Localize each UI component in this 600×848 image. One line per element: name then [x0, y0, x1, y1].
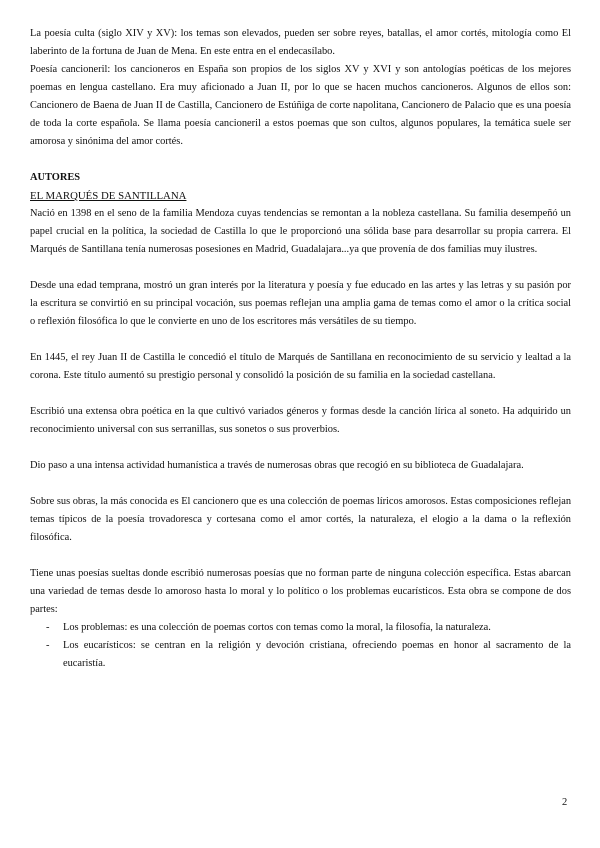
intro-paragraph-culta: La poesía culta (siglo XIV y XV): los temas son elevados, pueden ser sobre reyes, batallas, el amor cortés, mitología como El laberinto de la fortuna de Juan de Mena. En este entra en el endecasílabo. [30, 28, 571, 57]
paragraph-humanism: Dio paso a una intensa actividad humanística a través de numerosas obras que recogió en su biblioteca de Guadalajara. [30, 460, 524, 471]
list-item-text: Los problemas: es una colección de poemas cortos con temas como la moral, la filosofía, la naturaleza. [63, 622, 491, 633]
list-item [30, 637, 571, 673]
list-bullet: - [46, 640, 50, 651]
list-item [30, 619, 571, 637]
page-number: 2 [562, 797, 568, 808]
paragraph-education: Desde una edad temprana, mostró un gran interés por la literatura y poesía y fue educado en las artes y las letras y su pasión por la escritura se convirtió en su principal vocación, sus poemas reflejan una amplia gama de temas como el amor o la crítica social o reflexión filosófica lo que le convierte en uno de los escritores más versátiles de su tiempo. [30, 280, 571, 327]
list-bullet: - [46, 622, 50, 633]
document-page [30, 25, 571, 673]
authors-heading-block [30, 169, 571, 205]
paragraph-poetic-work: Escribió una extensa obra poética en la que cultivó variados géneros y formas desde la canción lírica al soneto. Ha adquirido un reconocimiento universal con sus serranillas, sus sonetos o sus proverbios. [30, 406, 571, 435]
subsection-heading-santillana: EL MARQUÉS DE SANTILLANA [30, 190, 187, 202]
parts-list [30, 619, 571, 673]
paragraph-birth: Nació en 1398 en el seno de la familia Mendoza cuyas tendencias se remontan a la nobleza castellana. Su familia desempeñó un papel crucial en la política, la sociedad de Castilla lo que le proporcionó una sólida base para desarrollar su propia carrera. El Marqués de Santillana tenía numerosas posesiones en Madrid, Guadalajara...ya que provenía de dos familias muy ilustres. [30, 208, 571, 255]
paragraph-cancionero: Sobre sus obras, la más conocida es El cancionero que es una colección de poemas líricos amorosos. Estas composiciones reflejan temas típicos de la poesía trovadoresca y cortesana como el amor cortés, la naturaleza, el elogio a la dama o la reflexión filosófica. [30, 496, 572, 543]
paragraph-title-1445: En 1445, el rey Juan II de Castilla le concedió el título de Marqués de Santillana en reconocimiento de su servicio y lealtad a la corona. Este título aumentó su prestigio personal y consolidó la posición de su familia en la sociedad castellana. [30, 352, 571, 381]
section-heading-autores: AUTORES [30, 172, 81, 183]
paragraph-poesias-sueltas: Tiene unas poesías sueltas donde escribió numerosas poesías que no forman parte de ninguna colección específica. Estas abarcan una variedad de temas desde lo amoroso hasta lo moral y lo político o los problemas eucarísticos. Esta obra se compone de dos partes: [30, 568, 571, 615]
intro-paragraph-cancioneril: Poesía cancioneril: los cancioneros en España son propios de los siglos XV y XVI y son antologías poéticas de los mejores poemas en lengua castellano. Era muy aficionado a Juan II, por lo que se hacen muchos cancioneros. Algunos de ellos son: Cancionero de Baena de Juan II de Castilla, Cancionero de Estúñiga de corte napolitana, Cancionero de Palacio que es una poesía de toda la corte española. Se llama poesía cancioneril a estos poemas que son cultos, algunos populares, la temática suele ser amorosa y sinónima del amor cortés. [30, 64, 571, 147]
list-item-text: Los eucarísticos: se centran en la religión y devoción cristiana, ofreciendo poemas en honor al sacramento de la eucaristía. [63, 640, 571, 669]
